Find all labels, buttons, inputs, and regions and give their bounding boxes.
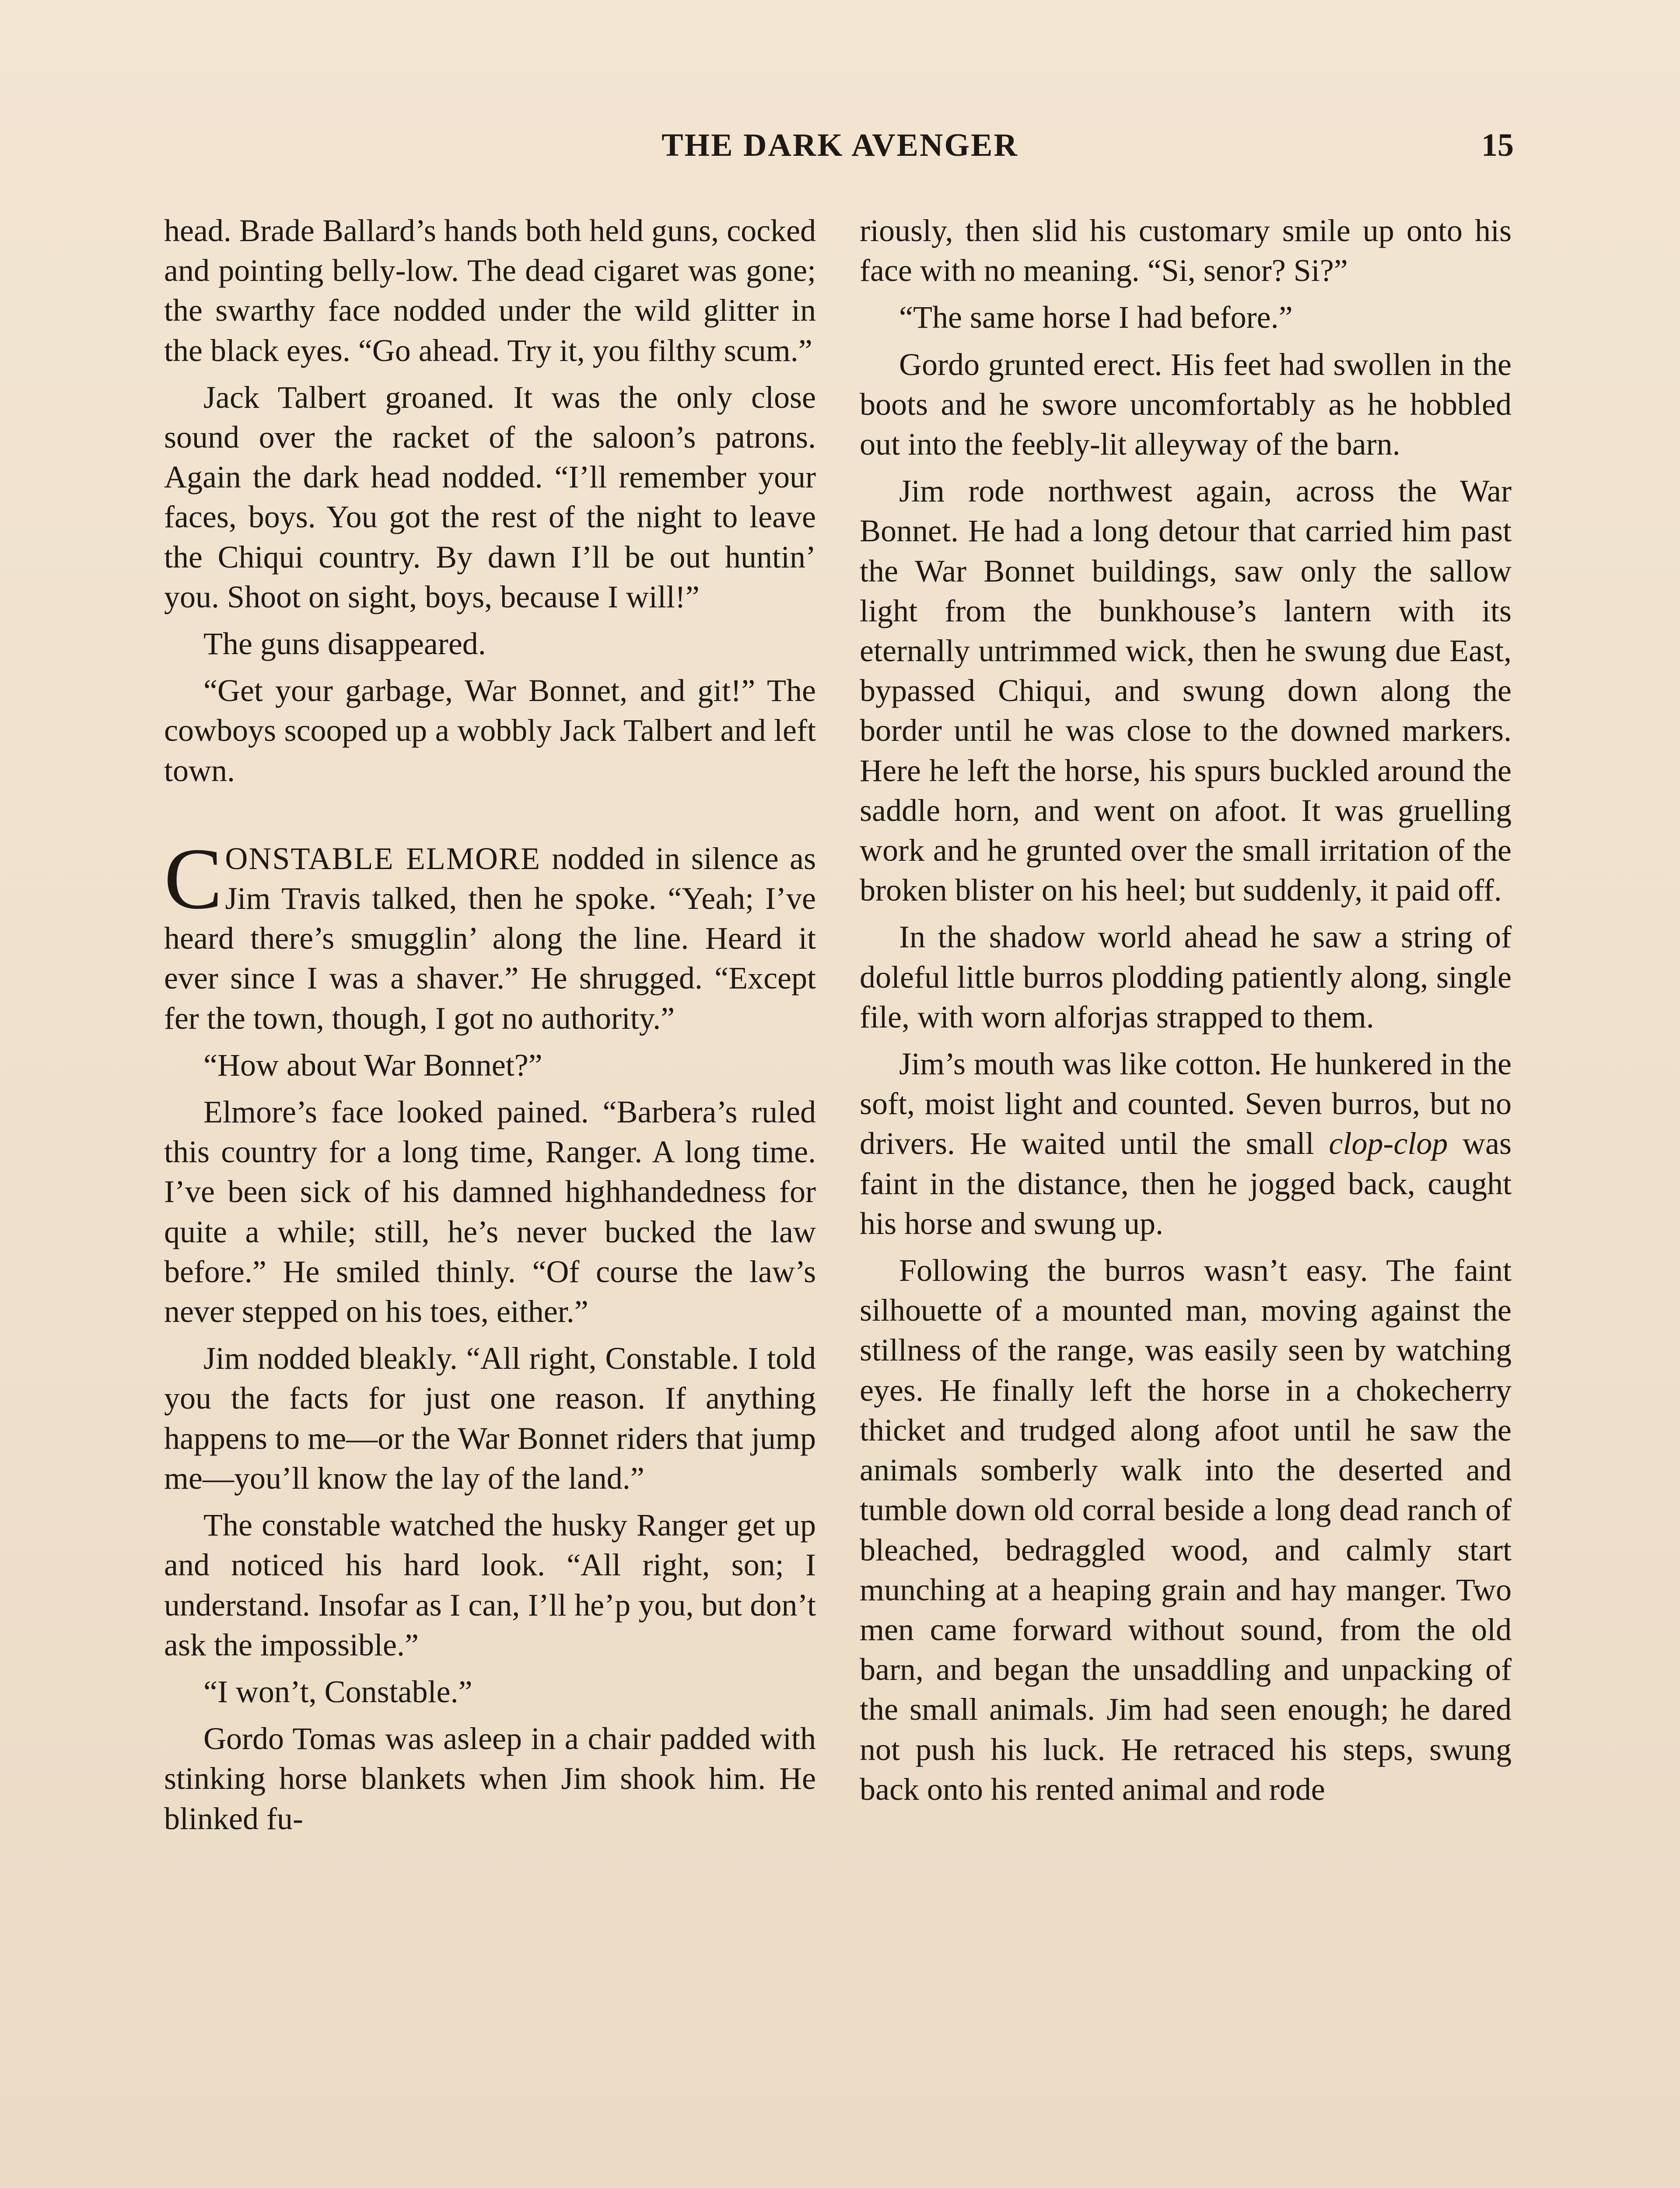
- paragraph: In the shadow world ahead he saw a string of doleful little burros plodding patiently along, single file, with worn alforjas strapped to them.: [860, 919, 1512, 1034]
- paragraph-text: was faint in the distance, then he jogged back, caught his horse and swung up.: [860, 1126, 1512, 1241]
- paragraph: The constable watched the husky Ranger get up and noticed his hard look. “All right, son; I understand. Insofar as I can, I’ll he’p you, but don’t ask the impossible.”: [164, 1508, 816, 1662]
- paragraph: “How about War Bonnet?”: [203, 1047, 542, 1083]
- paragraph-text: Jim’s mouth was like cotton. He hunkered in the soft, moist light and counted. Seven burros, but no drivers. He waited until the small: [860, 1046, 1512, 1161]
- drop-cap: C: [164, 830, 223, 927]
- paragraph: Elmore’s face looked pained. “Barbera’s ruled this country for a long time, Ranger. A long time. I’ve been sick of his damned highhandedness for quite a while; still, he’s never bucked the law before.” He smiled thinly. “Of course the law’s never stepped on his toes, either.”: [164, 1094, 816, 1329]
- paragraph: head. Brade Ballard’s hands both held guns, cocked and pointing belly-low. The dead cigaret was gone; the swarthy face nodded under the wild glitter in the black eyes. “Go ahead. Try it, you filthy scum.”: [164, 213, 816, 368]
- paragraph: The guns disappeared.: [203, 626, 486, 662]
- small-caps-lead: ONSTABLE ELMORE: [225, 841, 541, 876]
- paragraph: Jack Talbert groaned. It was the only close sound over the racket of the saloon’s patrons. Again the dark head nodded. “I’ll remember your faces, boys. You got the rest of the night to leave the Chiqui country. By dawn I’ll be out huntin’ you. Shoot on sight, boys, because I will!”: [164, 379, 816, 614]
- paragraph: Gordo Tomas was asleep in a chair padded with stinking horse blankets when Jim shook him. He blinked fu-: [164, 1721, 816, 1836]
- right-column: [860, 211, 1512, 1816]
- paragraph: Gordo grunted erect. His feet had swollen in the boots and he swore uncomfortably as he hobbled out into the feebly-lit alleyway of the barn.: [860, 347, 1512, 462]
- running-title: THE DARK AVENGER: [662, 127, 1018, 163]
- paragraph: “I won’t, Constable.”: [203, 1674, 472, 1709]
- page-number: 15: [1481, 127, 1514, 163]
- paragraph-text: nodded in silence as Jim Travis talked, then he spoke. “Yeah; I’ve heard there’s smugglin’ along the line. Heard it ever since I was a shaver.” He shrugged. “Except fer the town, though, I got no authority.”: [164, 841, 816, 1036]
- paragraph: Jim nodded bleakly. “All right, Constable. I told you the facts for just one reason. If anything happens to me—or the War Bonnet riders that jump me—you’ll know the lay of the land.”: [164, 1341, 816, 1496]
- paragraph: riously, then slid his customary smile up onto his face with no meaning. “Si, senor? Si?”: [860, 213, 1512, 288]
- paragraph: [860, 1044, 1512, 1244]
- paragraph: “The same horse I had before.”: [899, 300, 1293, 335]
- paragraph: Jim rode northwest again, across the War Bonnet. He had a long detour that carried him past the War Bonnet buildings, saw only the sallow light from the bunkhouse’s lantern with its eternally untrimmed wick, then he swung due East, bypassed Chiqui, and swung down along the border until he was close to the downed markers. Here he left the horse, his spurs buckled around the saddle horn, and went on afoot. It was gruelling work and he grunted over the small irritation of the broken blister on his heel; but suddenly, it paid off.: [860, 473, 1512, 908]
- left-column: [164, 211, 816, 1846]
- italic-text: clop-clop: [1329, 1126, 1448, 1161]
- section-start-paragraph: [164, 830, 816, 1038]
- paragraph: “Get your garbage, War Bonnet, and git!” The cowboys scooped up a wobbly Jack Talbert and left town.: [164, 673, 816, 788]
- page-header: [166, 127, 1514, 179]
- paragraph: Following the burros wasn’t easy. The faint silhouette of a mounted man, moving against the stillness of the range, was easily seen by watching eyes. He finally left the horse in a chokecherry thicket and trudged along afoot until he saw the animals somberly walk into the deserted and tumble down old corral beside a long dead ranch of bleached, bedraggled wood, and calmly start munching at a heaping grain and hay manger. Two men came forward without sound, from the old barn, and began the unsaddling and unpacking of the small animals. Jim had seen enough; he dared not push his luck. He retraced his steps, swung back onto his rented animal and rode: [860, 1253, 1512, 1807]
